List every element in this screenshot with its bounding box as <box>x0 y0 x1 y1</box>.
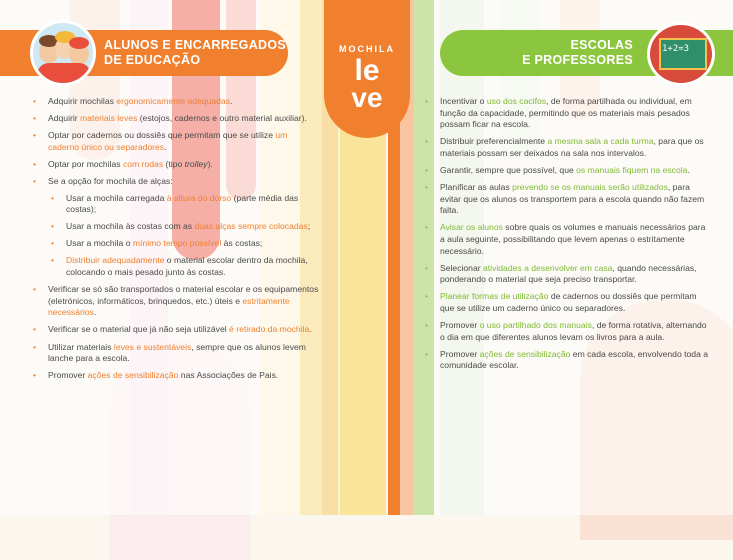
list-item: • Promover ações de sensibilização em cada escola, envolvendo toda a comunidade escolar. <box>422 349 712 372</box>
list-item: • Avisar os alunos sobre quais os volumes e manuais necessários para a aula seguinte, possibilitando que levem apenas o estritamente necessário. <box>422 222 712 257</box>
list-item: • Adquirir materiais leves (estojos, cadernos e outro material auxiliar). <box>30 113 320 125</box>
list-item: • Incentivar o uso dos cacifos, de forma partilhada ou individual, em função da capacidade, permitindo que os materiais mais pesados possam ficar na escola. <box>422 96 712 131</box>
list-item: • Optar por mochilas com rodas (tipo trolley). <box>30 159 320 171</box>
list-item: • Optar por cadernos ou dossiês que permitam que se utilize um caderno único ou separadores. <box>30 130 320 153</box>
right-header-title: ESCOLAS E PROFESSORES <box>522 38 633 67</box>
list-item: • Usar a mochila às costas com as duas alças sempre colocadas; <box>48 221 320 233</box>
right-list <box>422 96 712 377</box>
list-item: • Usar a mochila carregada à altura do dorso (parte média das costas); <box>48 193 320 216</box>
list-item: • Usar a mochila o mínimo tempo possível às costas; <box>48 238 320 250</box>
list-item: • Verificar se só são transportados o material escolar e os equipamentos (eletrónicos, informáticos, brinquedos, etc.) úteis e estritamente necessários. <box>30 284 320 319</box>
left-list <box>30 96 320 387</box>
list-item: • Selecionar atividades a desenvolver em casa, quando necessárias, ponderando o material que seja preciso transportar. <box>422 263 712 286</box>
list-item: • Adquirir mochilas ergonomicamente adequadas. <box>30 96 320 108</box>
list-item: • Planificar as aulas prevendo se os manuais serão utilizados, para evitar que os alunos os transportem para a escola quando não fazem falta. <box>422 182 712 217</box>
list-item: • Utilizar materiais leves e sustentáveis, sempre que os alunos levem lanche para a escola. <box>30 342 320 365</box>
children-icon <box>30 20 96 86</box>
list-item: • Verificar se o material que já não seja utilizável é retirado da mochila. <box>30 324 320 336</box>
board-equation: 1+2=3 <box>662 44 690 54</box>
list-item: • Se a opção for mochila de alças: • Usar a mochila carregada à altura do dorso (parte média das costas); • Usar a mochila às costas com as duas alças sempre colocadas; • Usar a mochila o mínimo tempo possível às costas; • Distribuir adequadamente o material escolar dentro da mochila, colocando o mais pesado junto às costas. <box>30 176 320 279</box>
list-item: • Promover o uso partilhado dos manuais, de forma rotativa, alternando o dia em que diferentes alunos levam os livros para a aula. <box>422 320 712 343</box>
left-header-title: ALUNOS E ENCARREGADOS DE EDUCAÇÃO <box>104 38 287 67</box>
mochila-leve-logo: MOCHILA le ve <box>324 0 410 138</box>
list-item: • Promover ações de sensibilização nas Associações de Pais. <box>30 370 320 382</box>
list-item: • Distribuir adequadamente o material escolar dentro da mochila, colocando o mais pesado junto às costas. <box>48 255 320 278</box>
list-item: • Planear formas de utilização de cadernos ou dossiês que permitam que se utilize um caderno único ou separadores. <box>422 291 712 314</box>
list-item: • Garantir, sempre que possível, que os manuais fiquem na escola. <box>422 165 712 177</box>
chalkboard-icon <box>647 22 715 86</box>
list-item: • Distribuir preferencialmente a mesma sala a cada turma, para que os materiais possam ser deixados na sala nos intervalos. <box>422 136 712 159</box>
sub-list <box>48 193 320 279</box>
